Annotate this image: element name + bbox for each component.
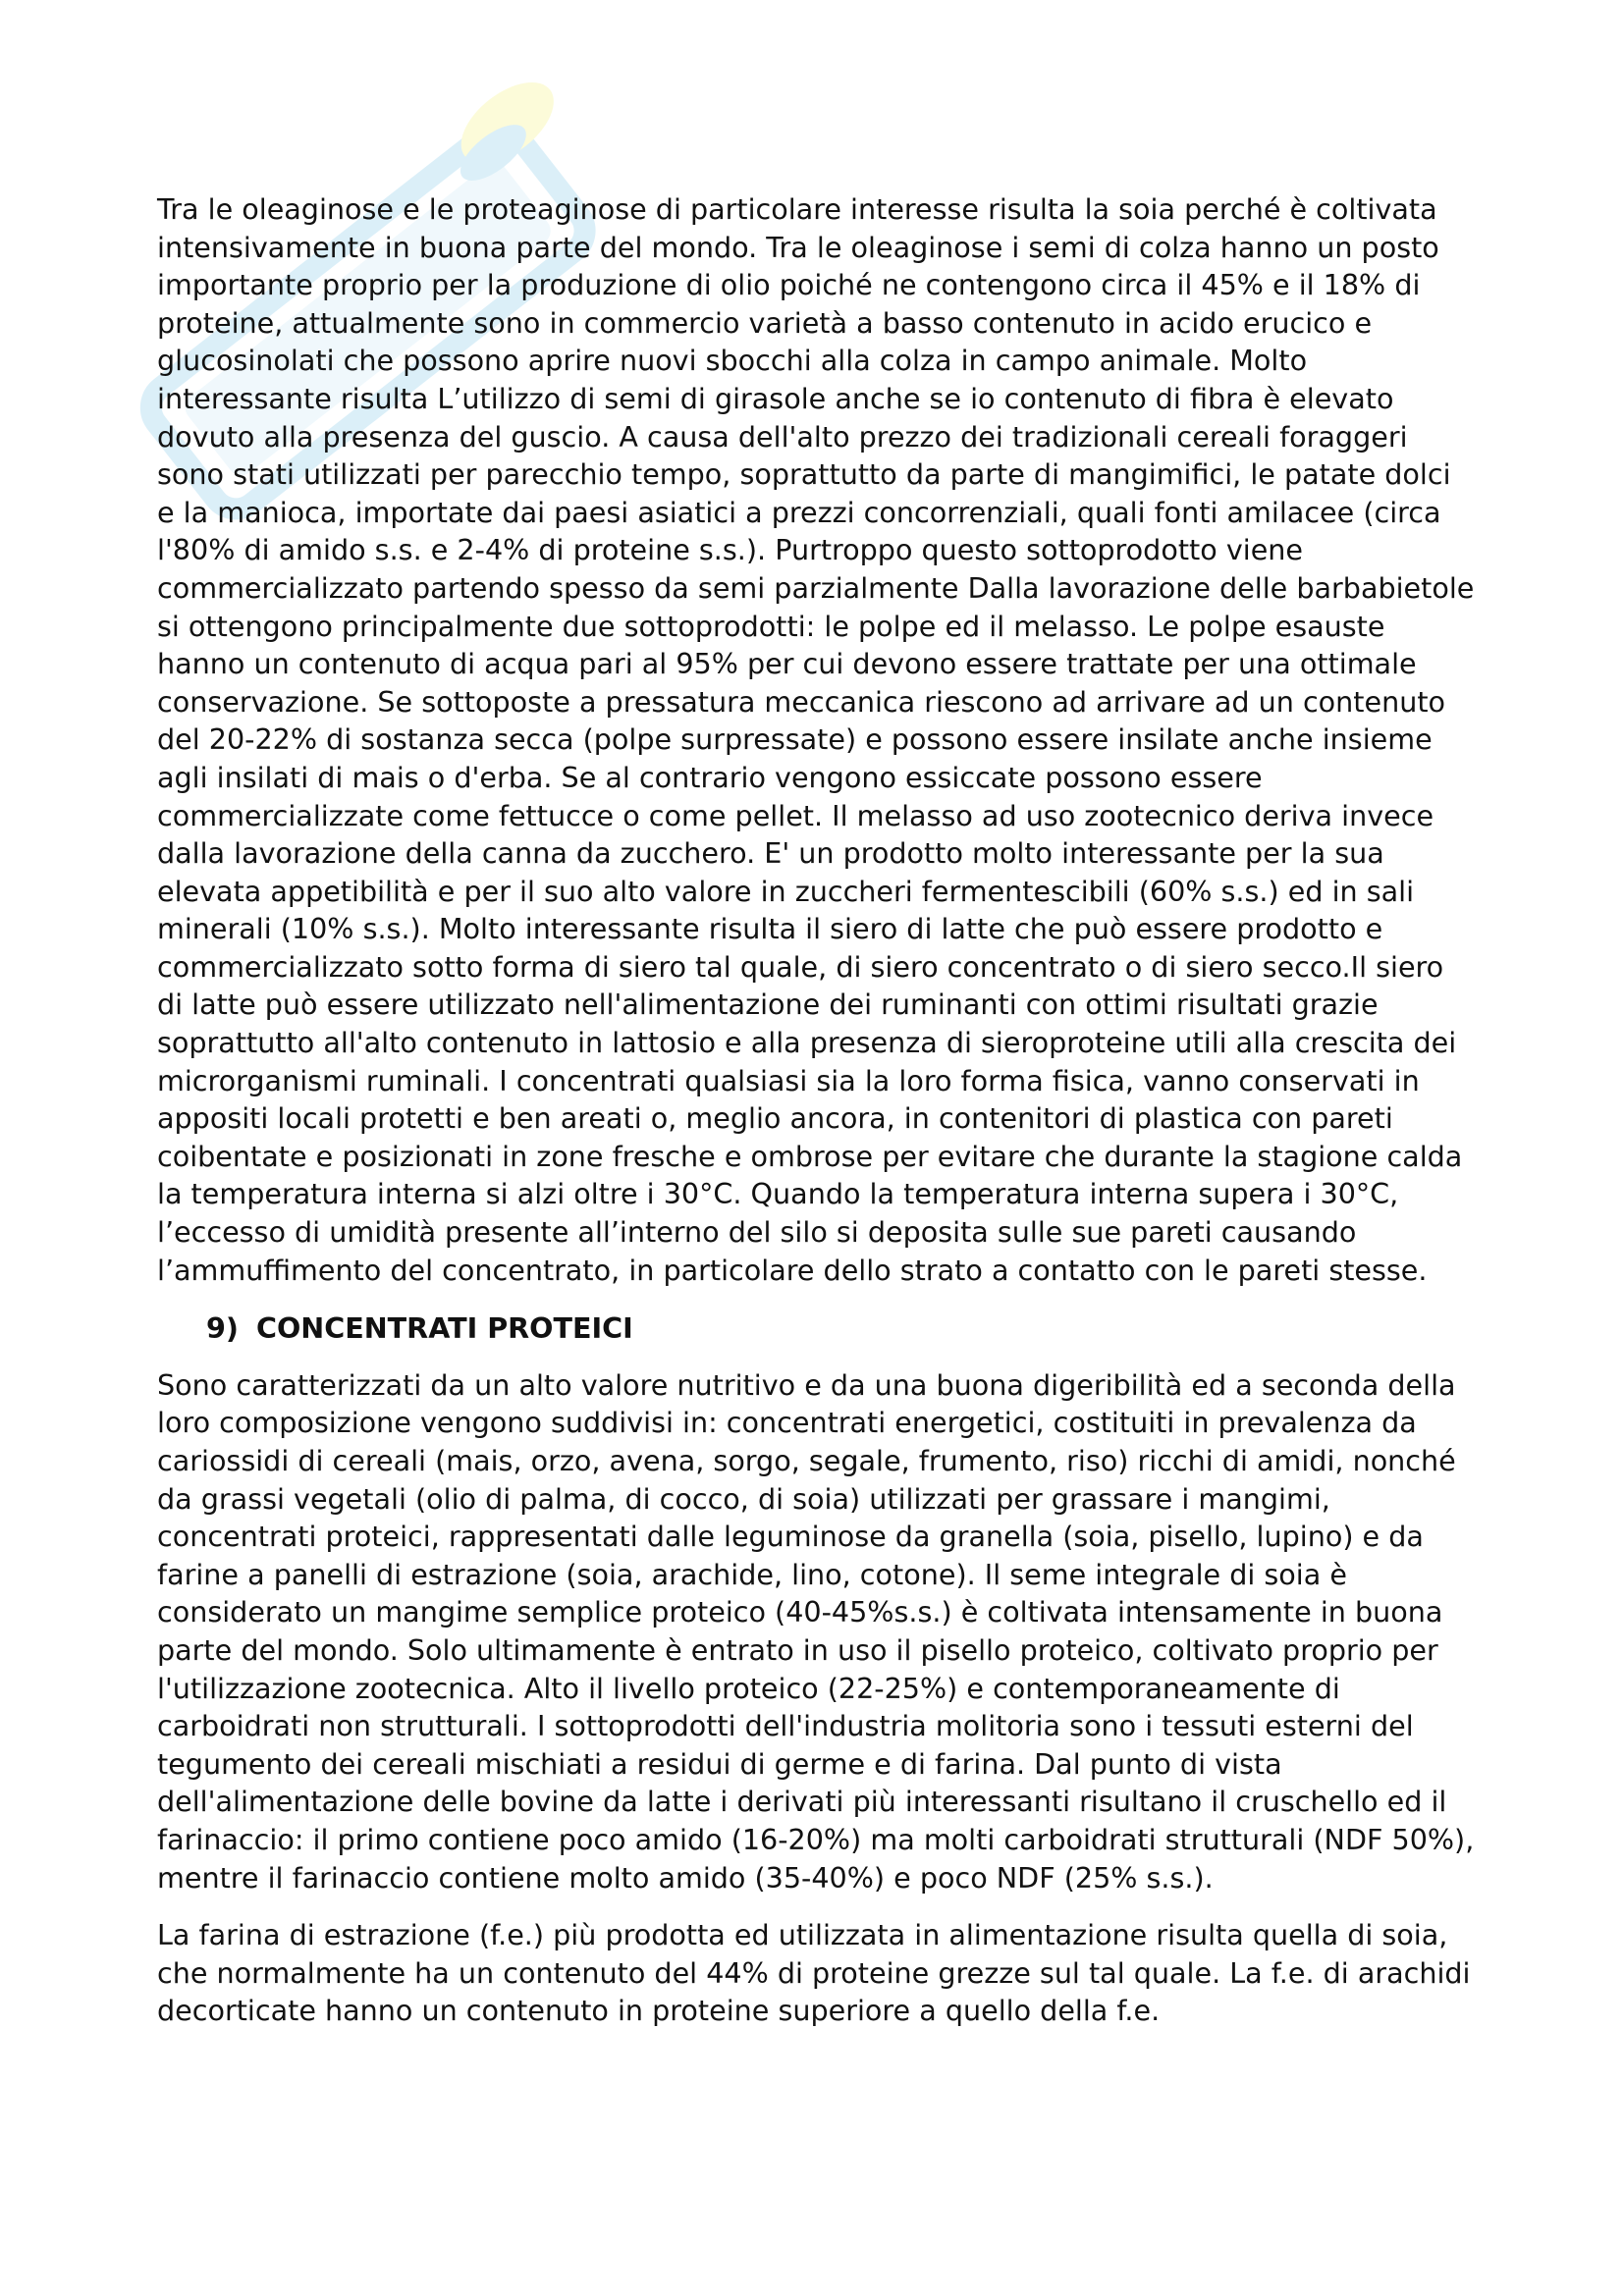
paragraph-oleaginose: Tra le oleaginose e le proteaginose di particolare interesse risulta la soia perché è coltivata intensivamente in buona parte del mondo. Tra le oleaginose i semi di colza hanno un posto importante proprio per la produzione di olio poiché ne contengono circa il 45% e il 18% di proteine, attualmente sono in commercio varietà a basso contenuto in acido erucico e glucosinolati che possono aprire nuovi sbocchi alla colza in campo animale. Molto interessante risulta L’utilizzo di semi di girasole anche se io contenuto di fibra è elevato dovuto alla presenza del guscio. A causa dell'alto prezzo dei tradizionali cereali foraggeri sono stati utilizzati per parecchio tempo, soprattutto da parte di mangimifici, le patate dolci e la manioca, importate dai paesi asiatici a prezzi concorrenziali, quali fonti amilacee (circa l'80% di amido s.s. e 2-4% di proteine s.s.). Purtroppo questo sottoprodotto viene commercializzato partendo spesso da semi parzialmente Dalla lavorazione delle barbabietole si ottengono principalmente due sottoprodotti: le polpe ed il melasso. Le polpe esauste hanno un contenuto di acqua pari al 95% per cui devono essere trattate per una ottimale conservazione. Se sottoposte a pressatura meccanica riescono ad arrivare ad un contenuto del 20-22% di sostanza secca (polpe surpressate) e possono essere insilate anche insieme agli insilati di mais o d'erba. Se al contrario vengono essiccate possono essere commercializzate come fettucce o come pellet. Il melasso ad uso zootecnico deriva invece dalla lavorazione della canna da zucchero. E' un prodotto molto interessante per la sua elevata appetibilità e per il suo alto valore in zuccheri fermentescibili (60% s.s.) ed in sali minerali (10% s.s.). Molto interessante risulta il siero di latte che può essere prodotto e commercializzato sotto forma di siero tal quale, di siero concentrato o di siero secco.Il siero di latte può essere utilizzato nell'alimentazione dei ruminanti con ottimi risultati grazie soprattutto all'alto contenuto in lattosio e alla presenza di sieroproteine utili alla crescita dei microrganismi ruminali. I concentrati qualsiasi sia la loro forma fisica, vanno conservati in appositi locali protetti e ben areati o, meglio ancora, in contenitori di plastica con pareti coibentate e posizionati in zone fresche e ombrose per evitare che durante la stagione calda la temperatura interna si alzi oltre i 30°C. Quando la temperatura interna supera i 30°C, l’eccesso di umidità presente all’interno del silo si deposita sulle sue pareti causando l’ammuffimento del concentrato, in particolare dello strato a contatto con le pareti stesse. bbox=[157, 192, 1475, 1287]
section-number: 9) bbox=[206, 1311, 239, 1346]
section-title: CONCENTRATI PROTEICI bbox=[256, 1311, 633, 1346]
paragraph-concentrati: Sono caratterizzati da un alto valore nutritivo e da una buona digeribilità ed a seconda della loro composizione vengono suddivisi in: concentrati energetici, costituiti in prevalenza da cariossidi di cereali (mais, orzo, avena, sorgo, segale, frumento, riso) ricchi di amidi, nonché da grassi vegetali (olio di palma, di cocco, di soia) utilizzati per grassare i mangimi, concentrati proteici, rappresentati dalle leguminose da granella (soia, pisello, lupino) e da farine a panelli di estrazione (soia, arachide, lino, cotone). Il seme integrale di soia è considerato un mangime semplice proteico (40-45%s.s.) è coltivata intensamente in buona parte del mondo. Solo ultimamente è entrato in uso il pisello proteico, coltivato proprio per l'utilizzazione zootecnica. Alto il livello proteico (22-25%) e contemporaneamente di carboidrati non strutturali. I sottoprodotti dell'industria molitoria sono i tessuti esterni del tegumento dei cereali mischiati a residui di germe e di farina. Dal punto di vista dell'alimentazione delle bovine da latte i derivati più interessanti risultano il cruschello ed il farinaccio: il primo contiene poco amido (16-20%) ma molti carboidrati strutturali (NDF 50%), mentre il farinaccio contiene molto amido (35-40%) e poco NDF (25% s.s.). bbox=[157, 1367, 1475, 1895]
document-body bbox=[157, 190, 1475, 2030]
paragraph-farina-estrazione: La farina di estrazione (f.e.) più prodotta ed utilizzata in alimentazione risulta quella di soia, che normalmente ha un contenuto del 44% di proteine grezze sul tal quale. La f.e. di arachidi decorticate hanno un contenuto in proteine superiore a quello della f.e. bbox=[157, 1918, 1471, 2028]
section-heading bbox=[157, 1309, 1475, 1348]
